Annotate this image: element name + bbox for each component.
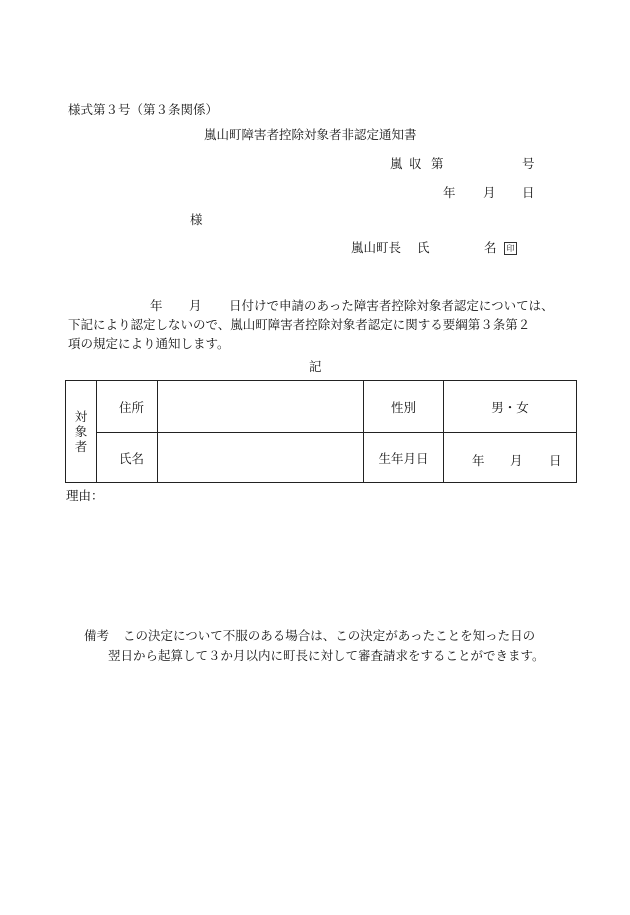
name-field[interactable] (158, 433, 364, 483)
reason-label: 理由： (66, 488, 104, 503)
remarks-line1: この決定について不服のある場合は、この決定があったことを知った日の (123, 628, 536, 643)
reference-go: 号 (522, 156, 535, 171)
issuer-mei: 名 (484, 240, 497, 255)
ki-heading: 記 (309, 359, 322, 374)
body-line2: 下記により認定しないので、嵐山町障害者控除対象者認定に関する要綱第３条第２ (68, 317, 531, 332)
issuer-shi: 氏 (417, 240, 430, 255)
address-label: 住所 (97, 381, 158, 433)
body-paragraph (68, 296, 588, 353)
sex-field[interactable]: 男・女 (444, 381, 577, 433)
birth-day: 日 (549, 453, 562, 468)
subject-group-label: 対 象 者 (66, 381, 97, 483)
sex-label: 性別 (364, 381, 444, 433)
remarks-line2: 翌日から起算して３か月以内に町長に対して審査請求をすることができます。 (108, 648, 545, 663)
body-year: 年 (150, 298, 163, 313)
subject-table (65, 380, 577, 483)
seal-mark (504, 242, 517, 255)
birth-month: 月 (510, 453, 523, 468)
reference-prefix: 嵐 (390, 156, 403, 171)
addressee-suffix: 様 (190, 212, 203, 227)
body-month: 月 (189, 298, 202, 313)
name-label: 氏名 (97, 433, 158, 483)
body-line3: 項の規定により通知します。 (68, 336, 230, 351)
body-line1-rest: 日付けで申請のあった障害者控除対象者認定については、 (229, 298, 554, 313)
remarks-label: 備考 (84, 628, 110, 643)
seal-char: 印 (504, 242, 517, 255)
reference-shu: 収 (409, 156, 422, 171)
date-day: 日 (522, 185, 535, 200)
birthdate-field[interactable] (444, 433, 577, 483)
reference-dai: 第 (431, 156, 444, 171)
issuer-title: 嵐山町長 (351, 240, 402, 255)
date-year: 年 (443, 185, 456, 200)
birth-year: 年 (472, 453, 485, 468)
address-field[interactable] (158, 381, 364, 433)
date-month: 月 (483, 185, 496, 200)
form-number: 様式第３号（第３条関係） (68, 102, 219, 117)
document-title: 嵐山町障害者控除対象者非認定通知書 (204, 127, 417, 142)
birthdate-label: 生年月日 (364, 433, 444, 483)
